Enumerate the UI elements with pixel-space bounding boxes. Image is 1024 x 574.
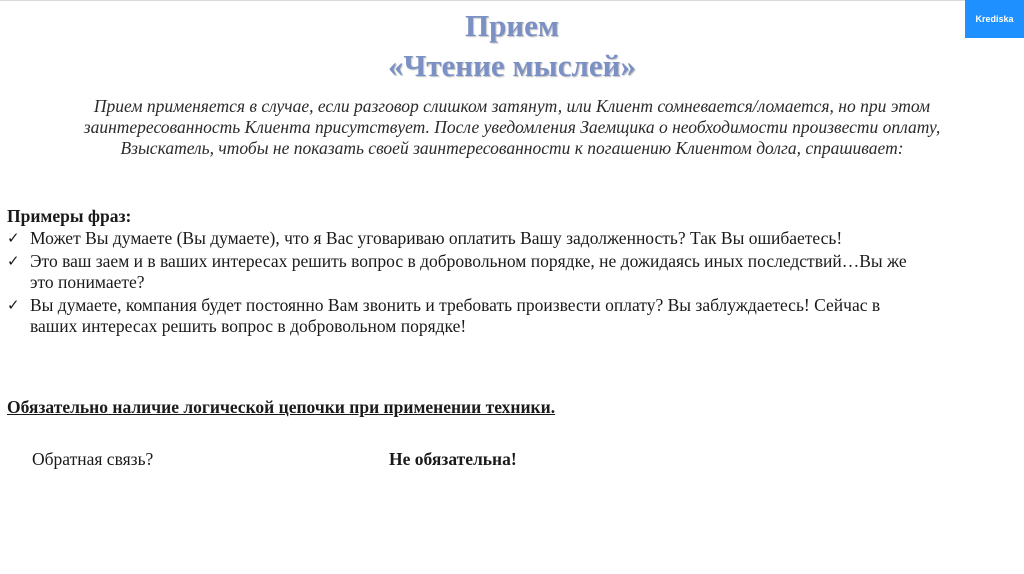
requirement-note: Обязательно наличие логической цепочки при применении техники. <box>7 397 556 417</box>
feedback-label: Обратная связь? <box>32 449 154 469</box>
intro-paragraph <box>30 96 994 159</box>
example-item <box>7 295 1017 338</box>
example-text: Это ваш заем и в ваших интересах решить вопрос в добровольном порядке, не дожидаясь иных последствий…Вы же <box>30 250 907 271</box>
check-icon: ✓ <box>7 295 20 314</box>
example-text: Вы думаете, компания будет постоянно Вам звонить и требовать произвести оплату? Вы заблуждаетесь! Сейчас в <box>30 294 881 315</box>
check-icon: ✓ <box>7 229 20 247</box>
slide-title-line-2: «Чтение мыслей» <box>387 48 637 83</box>
intro-line: заинтересованность Клиента присутствует. После уведомления Заемщика о необходимости произвести оплату, <box>83 117 941 137</box>
examples-heading: Примеры фраз: <box>7 206 132 226</box>
example-text: это понимаете? <box>30 272 145 292</box>
examples-list <box>7 228 1017 339</box>
example-text: Может Вы думаете (Вы думаете), что я Вас уговариваю оплатить Вашу задолженность? Так Вы ошибаетесь! <box>30 228 843 248</box>
check-icon: ✓ <box>7 251 20 270</box>
example-item <box>7 228 1017 250</box>
example-item <box>7 251 1017 294</box>
example-text: ваших интересах решить вопрос в добровольном порядке! <box>30 316 467 336</box>
intro-line: Взыскатель, чтобы не показать своей заинтересованности к погашению Клиентом долга, спрашивает: <box>120 138 904 158</box>
top-border <box>0 0 1024 1</box>
feedback-value: Не обязательна! <box>389 449 517 469</box>
intro-line: Прием применяется в случае, если разговор слишком затянут, или Клиент сомневается/ломается, но при этом <box>93 96 931 116</box>
slide-title-line-1: Прием <box>464 8 560 43</box>
krediska-logo: Krediska <box>965 0 1024 38</box>
